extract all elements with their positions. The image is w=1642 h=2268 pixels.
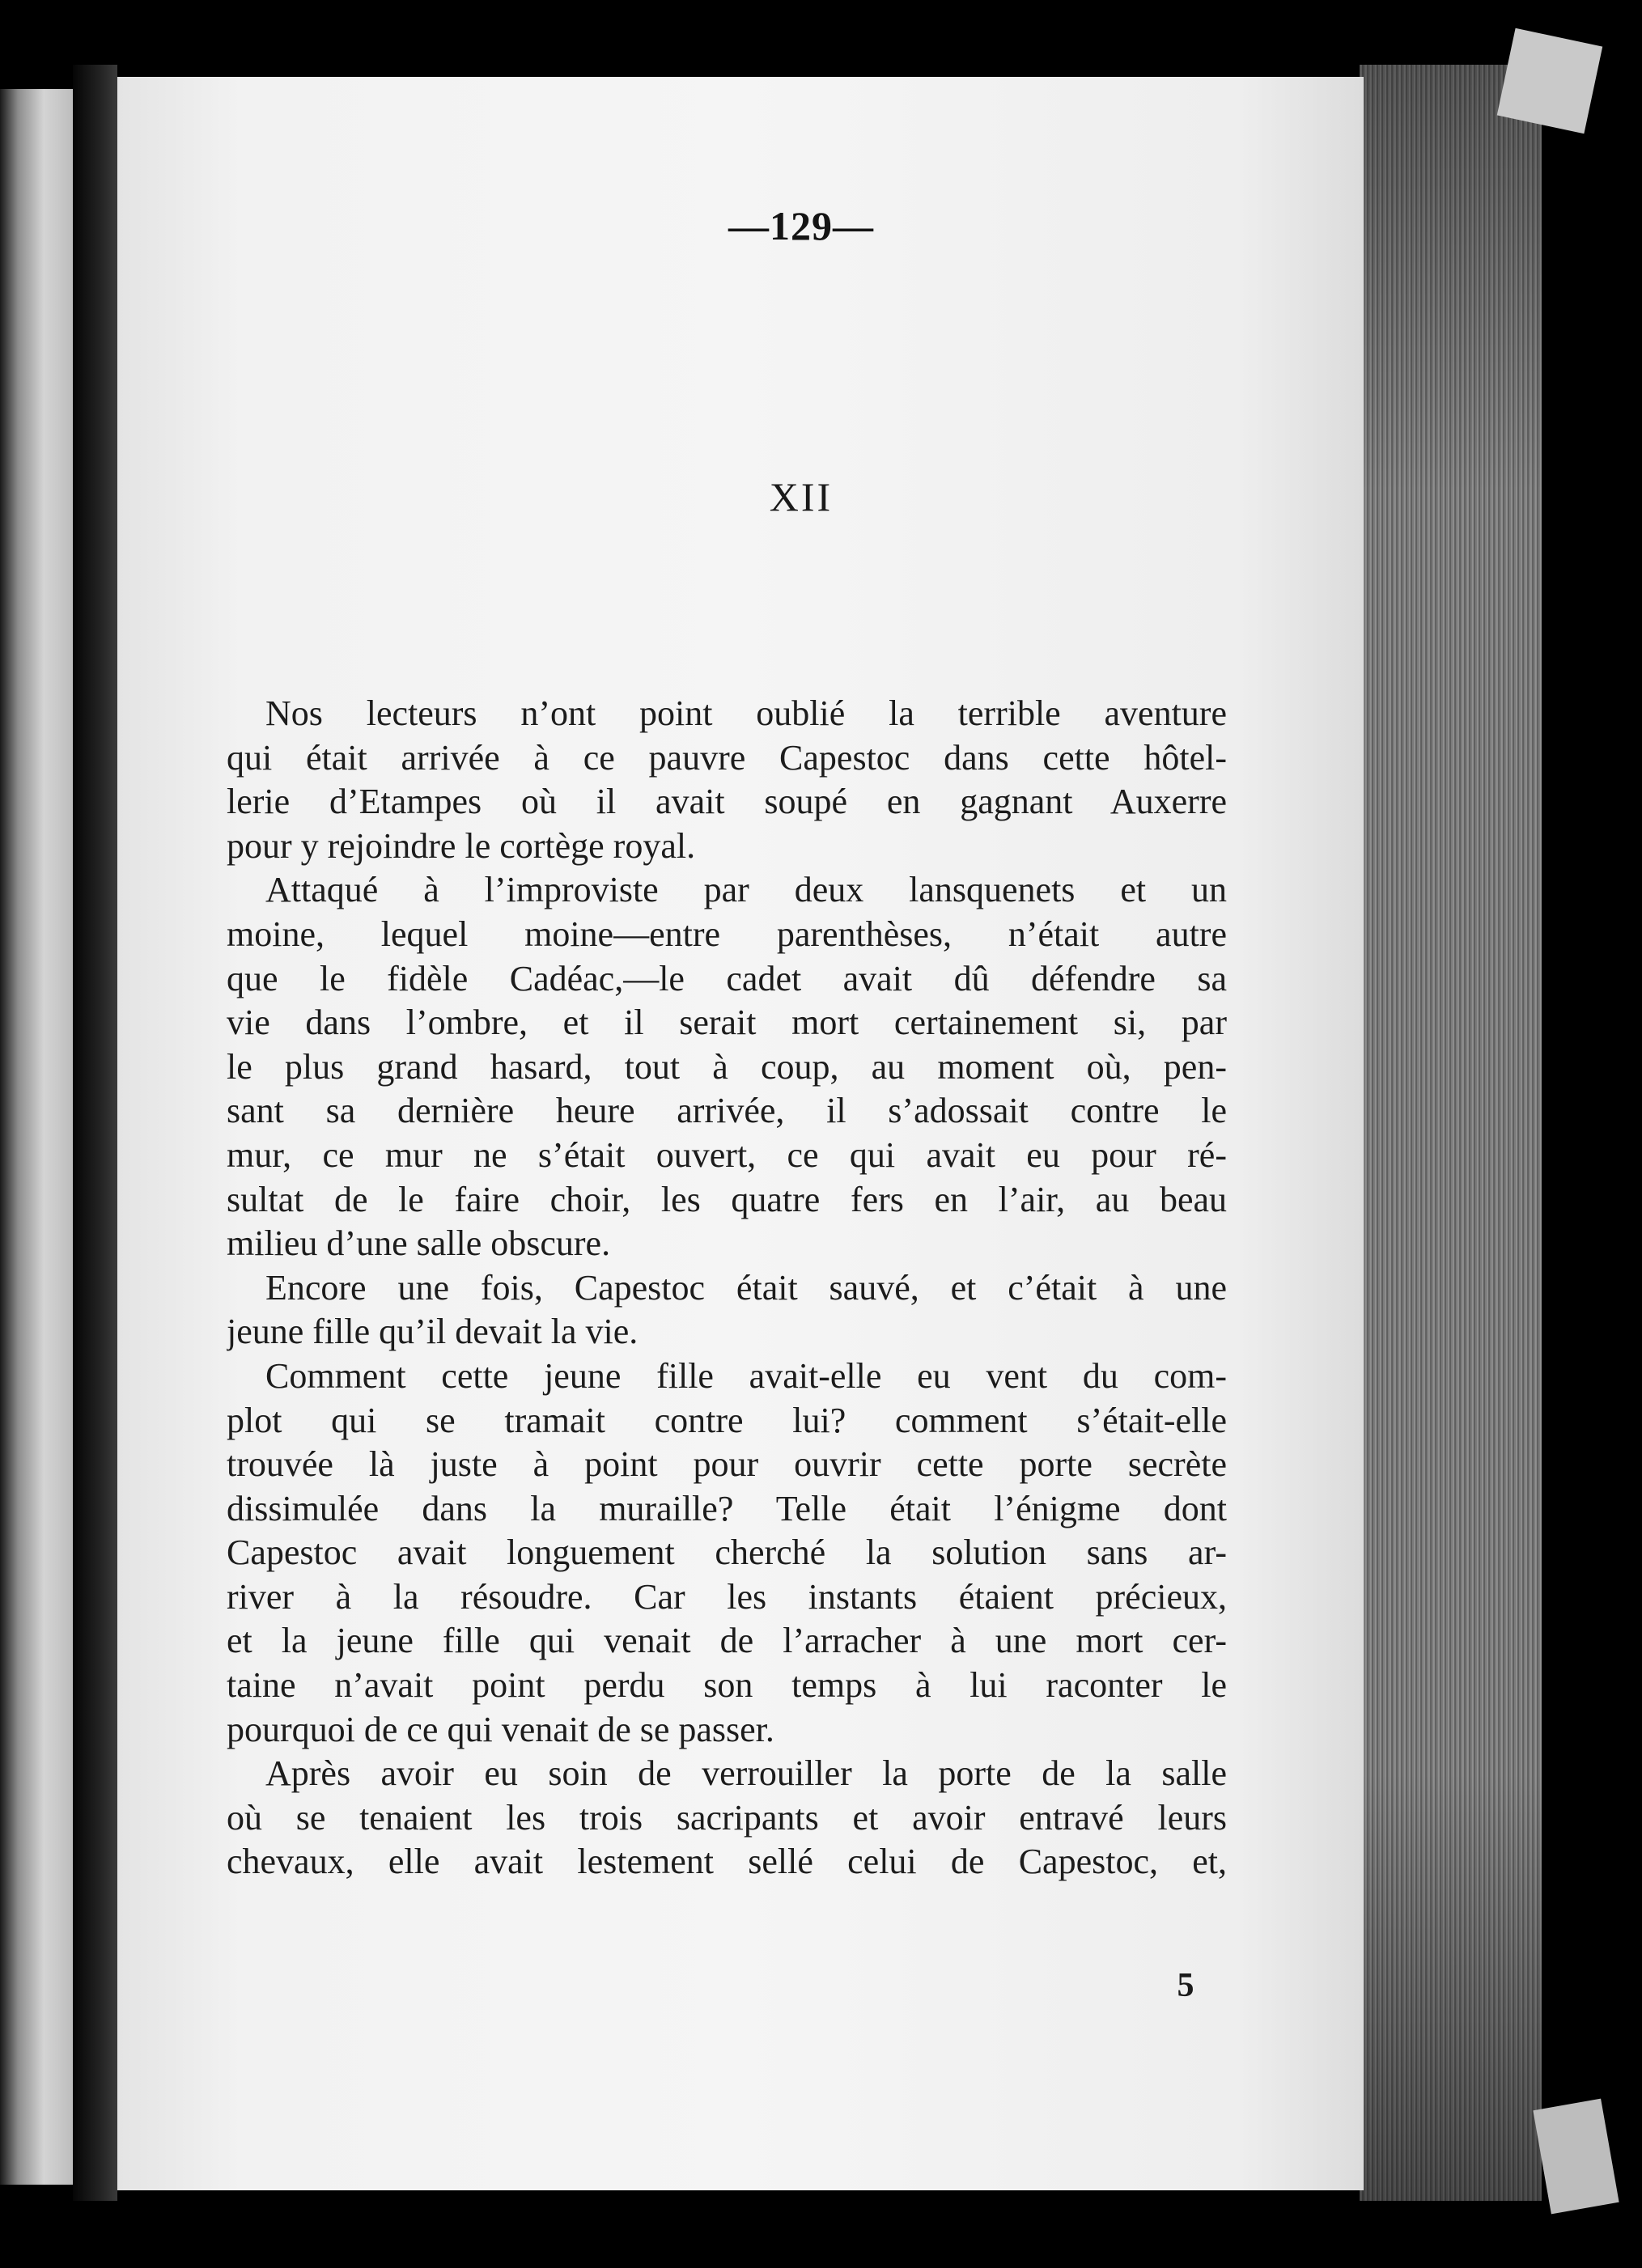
text-line: jeune fille qu’il devait la vie. xyxy=(227,1312,639,1352)
text-line: Attaqué à l’improviste par deux lansquenets et un xyxy=(265,870,1227,910)
text-line: et la jeune fille qui venait de l’arracher à une mort cer- xyxy=(227,1621,1227,1661)
text-line: Comment cette jeune fille avait-elle eu vent du com- xyxy=(265,1355,1227,1396)
text-line: chevaux, elle avait lestement sellé celui de Capestoc, et, xyxy=(227,1842,1227,1882)
text-line: pourquoi de ce qui venait de se passer. xyxy=(227,1709,774,1749)
text-line: trouvée là juste à point pour ouvrir cette porte secrète xyxy=(227,1444,1227,1485)
text-line: taine n’avait point perdu son temps à lui raconter le xyxy=(227,1665,1227,1706)
text-line: mur, ce mur ne s’était ouvert, ce qui avait eu pour ré- xyxy=(227,1134,1227,1175)
text-line: où se tenaient les trois sacripants et avoir entravé leurs xyxy=(227,1797,1227,1838)
text-line: vie dans l’ombre, et il serait mort certainement si, par xyxy=(227,1003,1227,1043)
chapter-heading: XII xyxy=(769,474,834,519)
clip-bottom-right xyxy=(1533,2099,1619,2215)
text-line: que le fidèle Cadéac,—le cadet avait dû défendre sa xyxy=(227,958,1227,998)
text-line: plot qui se tramait contre lui? comment s’était-elle xyxy=(227,1400,1227,1440)
text-line: sant sa dernière heure arrivée, il s’adossait contre le xyxy=(227,1091,1227,1131)
book-gutter xyxy=(73,65,117,2201)
text-line: lerie d’Etampes où il avait soupé en gagnant Auxerre xyxy=(227,782,1227,822)
text-line: moine, lequel moine—entre parenthèses, n’était autre xyxy=(227,914,1227,954)
signature-mark: 5 xyxy=(1177,1967,1194,2004)
text-line: sultat de le faire choir, les quatre fers en l’air, au beau xyxy=(227,1179,1227,1219)
text-line: qui était arrivée à ce pauvre Capestoc dans cette hôtel- xyxy=(227,737,1227,778)
text-line: Nos lecteurs n’ont point oublié la terrible aventure xyxy=(265,693,1227,733)
body-text xyxy=(227,692,1227,1884)
text-line: Après avoir eu soin de verrouiller la porte de la salle xyxy=(265,1753,1227,1794)
left-page-edge xyxy=(0,89,73,2185)
text-line: milieu d’une salle obscure. xyxy=(227,1223,611,1264)
text-line: dissimulée dans la muraille? Telle était l’énigme dont xyxy=(227,1488,1227,1528)
text-line: river à la résoudre. Car les instants étaient précieux, xyxy=(227,1576,1227,1617)
text-line: Capestoc avait longuement cherché la solution sans ar- xyxy=(227,1532,1227,1573)
text-line: pour y rejoindre le cortège royal. xyxy=(227,825,696,866)
page-number: —129— xyxy=(728,203,874,248)
clip-top-right xyxy=(1497,28,1602,134)
page-edges-shadow xyxy=(1360,65,1542,2201)
text-line: le plus grand hasard, tout à coup, au moment où, pen- xyxy=(227,1046,1227,1087)
text-line: Encore une fois, Capestoc était sauvé, et c’était à une xyxy=(265,1267,1227,1308)
